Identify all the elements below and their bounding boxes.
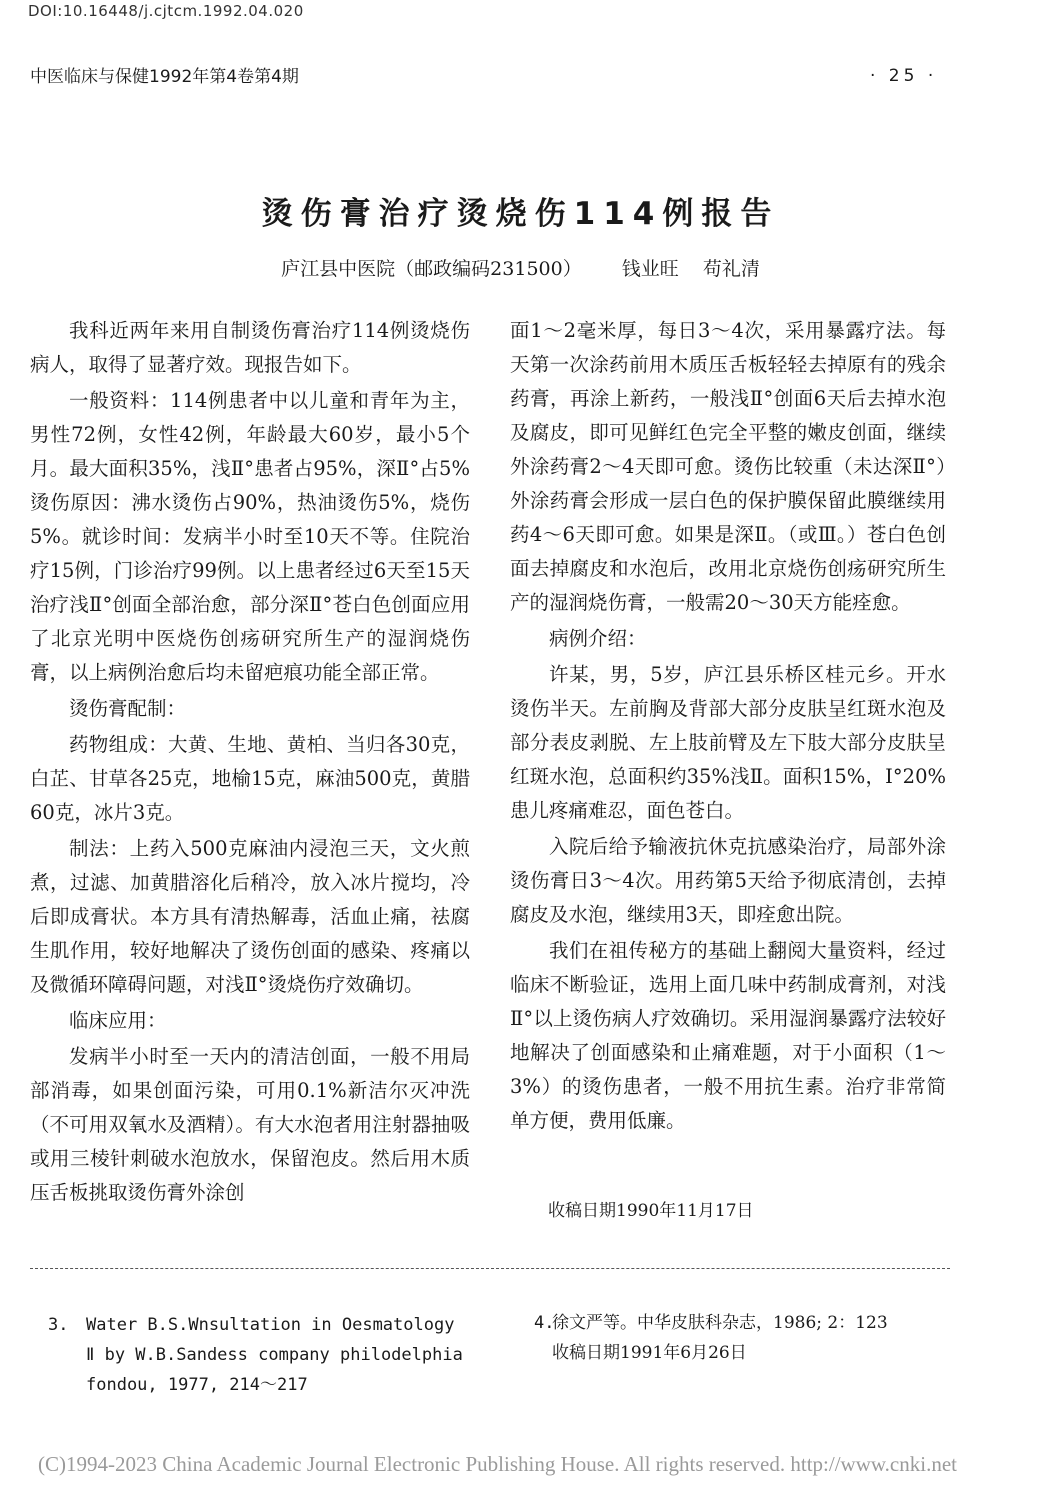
received-date: 收稿日期1990年11月17日 — [548, 1201, 754, 1221]
running-head: 中医临床与保健1992年第4卷第4期 — [30, 67, 299, 87]
article-title: 烫伤膏治疗烫烧伤114例报告 — [261, 196, 780, 232]
paragraph: 我们在祖传秘方的基础上翻阅大量资料，经过临床不断验证，选用上面几味中药制成膏剂，对浅Ⅱ°以上烫伤病人疗效确切。采用湿润暴露疗法较好地解决了创面感染和止痛难题，对于小面积（1～3%）的烫伤患者，一般不用抗生素。治疗非常简单方便，费用低廉。 — [510, 939, 946, 1132]
reference-item — [534, 1308, 954, 1368]
byline — [0, 254, 1041, 281]
reference-text: Water B.S.Wnsultation in Oesmatology Ⅱ by W.B.Sandess company philodelphia fondou, 1977, 214～217 — [86, 1315, 463, 1395]
section-heading: 烫伤膏配制： — [69, 697, 187, 720]
paragraph: 面1～2毫米厚，每日3～4次，采用暴露疗法。每天第一次涂药前用木质压舌板轻轻去掉原有的残余药膏，再涂上新药，一般浅Ⅱ°创面6天后去掉水泡及腐皮，即可见鲜红色完全平整的嫩皮创面，继续外涂药膏2～4天即可愈。烫伤比较重（未达深Ⅱ°）外涂药膏会形成一层白色的保护膜保留此膜继续用药4～6天即可愈。如果是深Ⅱ。（或Ⅲ。）苍白色创面去掉腐皮和水泡后，改用北京烧伤创疡研究所生产的湿润烧伤膏，一般需20～30天方能痊愈。 — [510, 319, 946, 614]
doi: DOI:10.16448/j.cjtcm.1992.04.020 — [28, 2, 304, 20]
affiliation: 庐江县中医院（邮政编码231500） — [281, 258, 582, 280]
author-name: 苟礼清 — [702, 258, 760, 280]
section-heading: 病例介绍： — [549, 627, 647, 650]
reference-number: 3. — [48, 1315, 69, 1335]
page-number: · 25 · — [870, 66, 938, 86]
paragraph: 许某，男，5岁，庐江县乐桥区桂元乡。开水烫伤半天。左前胸及背部大部分皮肤呈红斑水泡及部分表皮剥脱、左上肢前臂及左下肢大部分皮肤呈红斑水泡，总面积约35%浅Ⅱ。面积15%，Ⅰ°20%患儿疼痛难忍，面色苍白。 — [510, 663, 946, 822]
reference-text: 徐文严等。中华皮肤科杂志，1986; 2：123 — [552, 1313, 888, 1333]
paragraph: 入院后给予输液抗休克抗感染治疗，局部外涂烫伤膏日3～4次。用药第5天给予彻底清创，去掉腐皮及水泡，继续用3天，即痊愈出院。 — [510, 835, 946, 926]
copyright-footer: (C)1994-2023 China Academic Journal Electronic Publishing House. All rights reserved. http://www.cnki.net — [38, 1452, 957, 1476]
paragraph: 一般资料：114例患者中以儿童和青年为主，男性72例，女性42例，年龄最大60岁，最小5个月。最大面积35%，浅Ⅱ°患者占95%，深Ⅱ°占5%烫伤原因：沸水烫伤占90%，热油烫伤5%，烧伤5%。就诊时间：发病半小时至10天不等。住院治疗15例，门诊治疗99例。以上患者经过6天至15天治疗浅Ⅱ°创面全部治愈，部分深Ⅱ°苍白色创面应用了北京光明中医烧伤创疡研究所生产的湿润烧伤膏，以上病例治愈后均未留疤痕功能全部正常。 — [30, 389, 470, 684]
section-heading: 临床应用： — [69, 1009, 167, 1032]
reference-item — [48, 1310, 468, 1400]
paragraph: 制法：上药入500克麻油内浸泡三天，文火煎煮，过滤、加黄腊溶化后稍冷，放入冰片搅均，冷后即成膏状。本方具有清热解毒，活血止痛，祛腐生肌作用，较好地解决了烫伤创面的感染、疼痛以及微循环障碍问题，对浅Ⅱ°烫烧伤疗效确切。 — [30, 837, 470, 996]
reference-number: 4. — [534, 1313, 555, 1333]
author-name: 钱业旺 — [621, 258, 679, 280]
paragraph: 药物组成：大黄、生地、黄柏、当归各30克，白芷、甘草各25克，地榆15克，麻油500克，黄腊60克，冰片3克。 — [30, 733, 470, 824]
divider — [30, 1268, 950, 1269]
left-column — [30, 314, 470, 1212]
paragraph: 发病半小时至一天内的清洁创面，一般不用局部消毒，如果创面污染，可用0.1%新洁尔灭冲洗（不可用双氧水及酒精）。有大水泡者用注射器抽吸或用三棱针刺破水泡放水，保留泡皮。然后用木质压舌板挑取烫伤膏外涂创 — [30, 1045, 470, 1204]
paragraph: 我科近两年来用自制烫伤膏治疗114例烫烧伤病人，取得了显著疗效。现报告如下。 — [30, 319, 470, 376]
right-column — [510, 314, 946, 1140]
received-date: 收稿日期1991年6月26日 — [552, 1343, 747, 1363]
